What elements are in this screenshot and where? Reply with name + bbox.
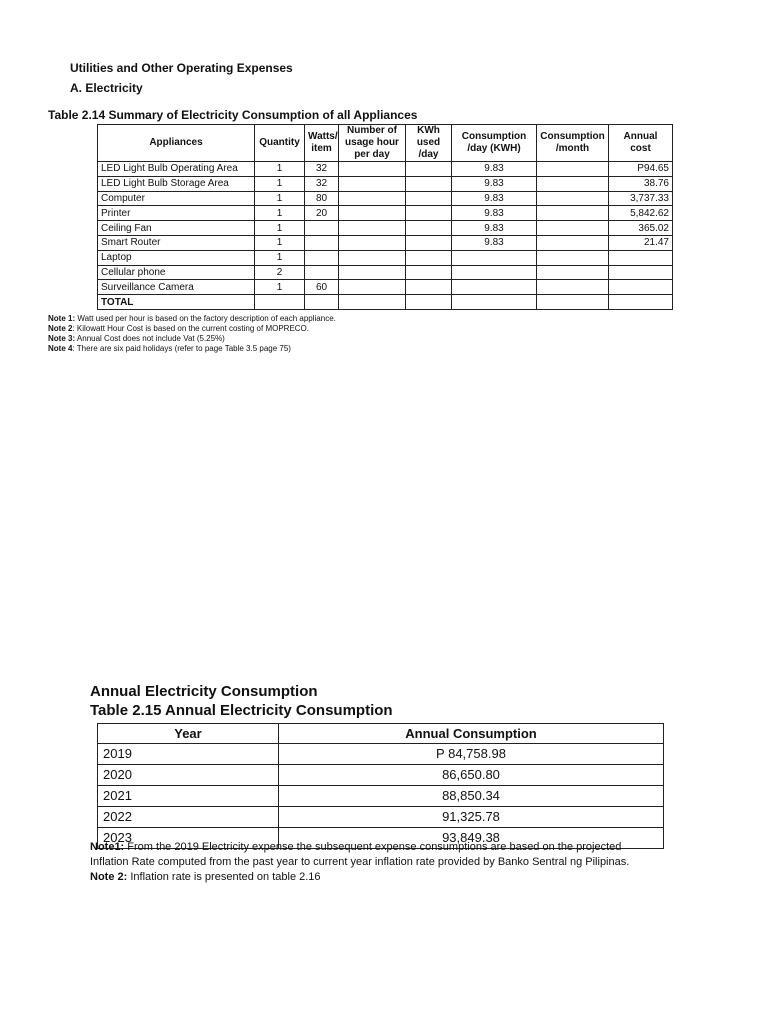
table-cell: LED Light Bulb Storage Area [98,176,255,191]
table-cell [537,250,609,265]
note-text: : Kilowatt Hour Cost is based on the current costing of MOPRECO. [72,324,309,333]
table-row [98,162,673,177]
table-cell [452,280,537,295]
table-cell: 1 [255,250,305,265]
table-cell [537,191,609,206]
table-row [98,250,673,265]
year-cell: 2019 [98,744,279,765]
table-row [98,765,664,786]
table-cell [339,235,406,250]
year-cell: 2023 [98,828,279,849]
table-cell: 9.83 [452,162,537,177]
note-text: Inflation rate is presented on table 2.16 [127,871,321,883]
annual-consumption-table [97,723,664,849]
table-cell: 21.47 [609,235,673,250]
note-label: Note 2: [90,871,128,883]
note-label: Note 2 [48,324,73,333]
note-text: Watt used per hour is based on the factory description of each appliance. [75,314,336,323]
note-text: : There are six paid holidays (refer to page Table 3.5 page 75) [72,344,291,353]
note-text: From the 2019 Electricity expense the subsequent expense consumptions are based on the projected Inflation Rate computed from the past year to current year inflation rate provided by Banko Sentral ng Pilipinas. [90,841,630,868]
table-cell: Ceiling Fan [98,221,255,236]
table-cell [406,235,452,250]
table-cell [406,206,452,221]
table-cell [452,295,537,310]
table-cell: 9.83 [452,176,537,191]
table-cell [305,235,339,250]
table-cell [339,280,406,295]
table-cell [537,235,609,250]
table14-header-cell: Appliances [98,125,255,162]
table-cell: 9.83 [452,235,537,250]
table-cell: 3,737.33 [609,191,673,206]
note-line [48,334,336,344]
table14-header-cell: Quantity [255,125,305,162]
note-line [48,314,336,324]
table14-header-cell: Watts/ item [305,125,339,162]
table-cell: 80 [305,191,339,206]
table-cell [339,250,406,265]
table-row [98,265,673,280]
table-cell [609,280,673,295]
note-label: Note 4 [48,344,73,353]
table-cell [537,206,609,221]
table14-caption: Table 2.14 Summary of Electricity Consumption of all Appliances [48,108,418,122]
table-cell [305,250,339,265]
table-cell [305,295,339,310]
table-cell: Cellular phone [98,265,255,280]
section-subtitle: A. Electricity [70,81,143,95]
year-cell: 2020 [98,765,279,786]
table-cell: LED Light Bulb Operating Area [98,162,255,177]
table-row [98,786,664,807]
table-cell [406,295,452,310]
table-cell [406,221,452,236]
table14-header-cell: Consumption /month [537,125,609,162]
year-cell: 2022 [98,807,279,828]
table14-header-cell: Consumption /day (KWH) [452,125,537,162]
table-cell [406,162,452,177]
note-label: Note1: [90,841,125,853]
table-cell [537,176,609,191]
table-row [98,235,673,250]
table-cell [339,176,406,191]
note-line [48,344,336,354]
table-cell [537,162,609,177]
table14-header-cell: KWh used /day [406,125,452,162]
table-cell [339,221,406,236]
table-cell: 1 [255,221,305,236]
table-cell [537,221,609,236]
table-cell [537,280,609,295]
table-cell: 1 [255,176,305,191]
table15-header-cell: Year [98,724,279,744]
table-cell: 1 [255,191,305,206]
note-label: Note 3: [48,334,76,343]
table15-body [98,744,664,849]
table-cell [305,265,339,280]
table-cell: TOTAL [98,295,255,310]
table14-header-cell: Number of usage hour per day [339,125,406,162]
table-cell [452,250,537,265]
table-row [98,206,673,221]
table-row [98,221,673,236]
table-cell: 1 [255,235,305,250]
appliance-consumption-table [97,124,673,310]
table-cell [339,162,406,177]
table-cell [406,191,452,206]
table-row [98,191,673,206]
table-cell: Printer [98,206,255,221]
table-cell [305,221,339,236]
table-cell [609,295,673,310]
table-cell: 365.02 [609,221,673,236]
table-row [98,295,673,310]
consumption-cell: 86,650.80 [279,765,664,786]
table15-notes [90,840,660,885]
table-cell: Surveillance Camera [98,280,255,295]
table-cell [537,295,609,310]
table-cell: Smart Router [98,235,255,250]
table-cell [537,265,609,280]
table-cell: 9.83 [452,206,537,221]
note-text: Annual Cost does not include Vat (5.25%) [75,334,225,343]
section-title: Utilities and Other Operating Expenses [70,61,293,75]
table-cell: 38.76 [609,176,673,191]
table15-heading: Annual Electricity Consumption [90,683,318,700]
table-cell: 32 [305,176,339,191]
table-cell [452,265,537,280]
table-row [98,807,664,828]
table-cell: 2 [255,265,305,280]
table-cell: 1 [255,206,305,221]
table-cell: Laptop [98,250,255,265]
consumption-cell: 93,849.38 [279,828,664,849]
table-cell [406,280,452,295]
table-cell: 1 [255,280,305,295]
table-cell [406,250,452,265]
table-cell: Computer [98,191,255,206]
table-cell [339,206,406,221]
table14-header-cell: Annual cost [609,125,673,162]
table15-header-row [98,724,664,744]
year-cell: 2021 [98,786,279,807]
table-cell: 5,842.62 [609,206,673,221]
table-cell: 60 [305,280,339,295]
note-line [90,840,660,870]
table-cell: 1 [255,162,305,177]
table-cell [339,191,406,206]
table-row [98,744,664,765]
table14-body [98,162,673,310]
consumption-cell: 88,850.34 [279,786,664,807]
table-cell [406,265,452,280]
table-cell [339,295,406,310]
table-cell [255,295,305,310]
note-line [90,870,660,885]
table14-header-row [98,125,673,162]
table-cell: 20 [305,206,339,221]
table-cell [609,250,673,265]
table-cell: 9.83 [452,191,537,206]
table14-notes [48,314,336,354]
table-cell [609,265,673,280]
table15-caption: Table 2.15 Annual Electricity Consumption [90,702,393,719]
note-label: Note 1: [48,314,76,323]
table-cell [406,176,452,191]
table-cell [339,265,406,280]
table15-header-cell: Annual Consumption [279,724,664,744]
consumption-cell: P 84,758.98 [279,744,664,765]
consumption-cell: 91,325.78 [279,807,664,828]
table-cell: 9.83 [452,221,537,236]
table-row [98,176,673,191]
table-row [98,280,673,295]
table-cell: 32 [305,162,339,177]
note-line [48,324,336,334]
table-cell: P94.65 [609,162,673,177]
